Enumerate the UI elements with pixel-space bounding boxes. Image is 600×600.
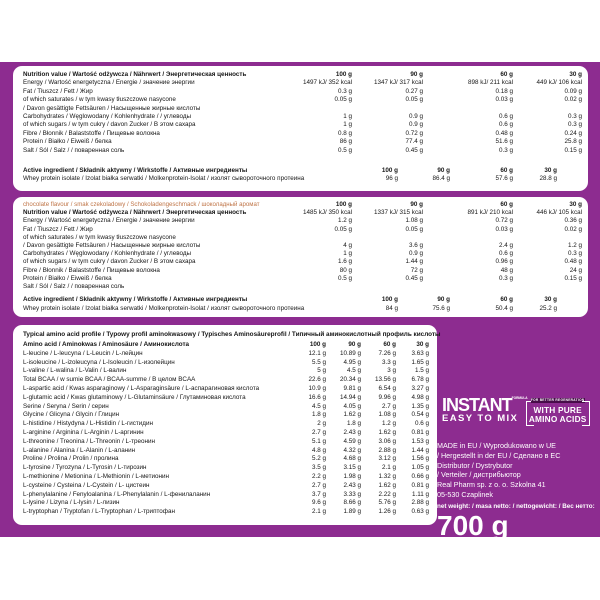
- amino-acid-label: L-valine / L-walina / L-Valin / L-валин: [23, 367, 127, 375]
- column-header-30g: 30 g: [569, 201, 582, 208]
- value-60g: 50.4 g: [495, 304, 513, 312]
- active-ingredient-label: Whey protein isolate / Izolat białka serwatki / Molkenprotein-Isolat / изолят сывороточного протеина: [23, 175, 305, 183]
- active-ingredient-header-row: [23, 296, 582, 304]
- value-90g: 1.8 g: [346, 420, 361, 428]
- amino-acid-label: L-threonine / Treonina / L-Threonin / L-треонин: [23, 437, 156, 445]
- value-90g: 3.15 g: [343, 464, 361, 472]
- amino-acid-row: [23, 447, 429, 456]
- value-100g: 0.05 g: [334, 225, 352, 233]
- value-90g: 8.66 g: [343, 499, 361, 507]
- amino-acid-header: Amino acid / Aminokwas / Aminosäure / Аминокислота: [23, 341, 190, 348]
- value-100g: 2 g: [317, 420, 326, 428]
- value-60g: [423, 105, 513, 113]
- address-line: 05-530 Czaplinek: [437, 489, 493, 499]
- value-90g: 0.45 g: [405, 274, 423, 282]
- value-90g: 77.4 g: [405, 138, 423, 146]
- value-30g: 1.11 g: [411, 490, 429, 498]
- value-30g: 0.6 g: [414, 420, 429, 428]
- value-90g: 20.34 g: [339, 376, 361, 384]
- nutrition-row: [23, 275, 582, 283]
- whey-protein-row: [23, 305, 582, 313]
- column-header-30g: 30 g: [544, 167, 557, 175]
- value-100g: [280, 234, 352, 242]
- value-90g: 1.08 g: [405, 217, 423, 225]
- value-90g: 1337 kJ/ 315 kcal: [373, 209, 423, 217]
- nutrient-label: of which saturates / w tym kwasy tłuszczowe nasycone: [23, 233, 176, 241]
- nutrient-label: / Davon gesättigte Fettsäuren / Насыщенные жирные кислоты: [23, 104, 201, 112]
- value-100g: 1485 kJ/ 350 kcal: [302, 209, 352, 217]
- amino-acid-label: L-alanine / Alanina / L-Alanin / L-аланин: [23, 446, 136, 454]
- value-30g: 1.05 g: [411, 464, 429, 472]
- value-60g: 1.62 g: [378, 481, 396, 489]
- value-30g: 0.15 g: [564, 146, 582, 154]
- value-100g: 86 g: [339, 138, 352, 146]
- amino-acid-label: Glycine / Glicyna / Glycin / Глицин: [23, 411, 120, 419]
- nutrient-label: Fibre / Błonnik / Balaststoffe / Пищевые волокна: [23, 129, 160, 137]
- amino-acid-label: Serine / Seryna / Serin / серин: [23, 402, 109, 410]
- nutrition-row: [23, 113, 582, 121]
- column-header-30g: 30 g: [544, 296, 557, 304]
- value-30g: 1.35 g: [411, 402, 429, 410]
- value-100g: 2.1 g: [311, 508, 326, 516]
- amino-acid-label: Total BCAA / w sumie BCAA / BCAA-summe / В целом BCAA: [23, 376, 196, 384]
- value-90g: 1.98 g: [343, 472, 361, 480]
- value-90g: [352, 234, 423, 242]
- nutrition-table-chocolate: [13, 197, 588, 317]
- value-100g: 3.7 g: [311, 490, 326, 498]
- amino-acid-row: [23, 455, 429, 464]
- column-header-60g: 60 g: [500, 167, 513, 175]
- badge-line-1: WITH PURE: [533, 405, 582, 415]
- column-header-90g: 90 g: [437, 296, 450, 304]
- active-ingredient-header-row: [23, 167, 582, 175]
- amino-acid-table: [13, 325, 441, 525]
- value-90g: 4.59 g: [343, 437, 361, 445]
- value-30g: 0.15 g: [564, 274, 582, 282]
- nutrient-label: Salt / Sól / Salz / / поваренная соль: [23, 283, 125, 291]
- nutrition-row: [23, 283, 582, 291]
- value-30g: 24 g: [569, 266, 582, 274]
- value-90g: 2.43 g: [343, 428, 361, 436]
- net-weight-value: 700 g: [437, 509, 509, 541]
- nutrient-label: Energy / Wartość energetyczna / Energie / значение энергии: [23, 217, 195, 225]
- value-90g: 4.68 g: [343, 455, 361, 463]
- value-60g: 1.62 g: [378, 428, 396, 436]
- active-ingredient-rows: [23, 175, 582, 183]
- with-pure-amino-acids-badge: [526, 399, 590, 426]
- amino-acid-row: [23, 491, 429, 500]
- value-30g: 1.2 g: [567, 242, 582, 250]
- nutrition-row: [23, 138, 582, 146]
- nutrition-row: [23, 147, 582, 155]
- value-30g: 0.66 g: [411, 472, 429, 480]
- nutrition-row: [23, 96, 582, 104]
- value-90g: [352, 283, 423, 291]
- amino-acid-label: Proline / Prolina / Prolin / пролина: [23, 455, 119, 463]
- value-100g: 0.3 g: [337, 87, 352, 95]
- amino-acid-label: L-tyrosine / Tyrozyna / L-Tyrosin / L-тирозин: [23, 464, 147, 472]
- amino-acid-row: [23, 376, 429, 385]
- value-30g: 3.27 g: [411, 384, 429, 392]
- column-header-90g: 90 g: [437, 167, 450, 175]
- value-100g: 0.8 g: [337, 129, 352, 137]
- nutrition-table-plain: [13, 66, 588, 191]
- value-90g: 0.72 g: [405, 129, 423, 137]
- nutrient-label: Energy / Wartość energetyczna / Energie / значение энергии: [23, 79, 195, 87]
- nutrition-row: [23, 130, 582, 138]
- value-90g: 9.81 g: [343, 384, 361, 392]
- column-header-30g: 30 g: [569, 71, 582, 78]
- value-60g: 3.3 g: [381, 358, 396, 366]
- value-90g: [352, 105, 423, 113]
- nutrient-label: Protein / Białko / Eiweiß / белка: [23, 274, 112, 282]
- nutrient-label: of which sugars / w tym cukry / davon Zucker / В этом сахара: [23, 258, 196, 266]
- nutrition-header-row: [23, 71, 582, 79]
- amino-acid-row: [23, 429, 429, 438]
- chocolate-flavour-row: [23, 201, 582, 209]
- value-60g: 0.3 g: [498, 146, 513, 154]
- value-60g: 3 g: [387, 367, 396, 375]
- value-100g: [280, 105, 352, 113]
- address-line: / Verteiler / дистрибьютор: [437, 470, 521, 480]
- value-30g: [513, 105, 582, 113]
- value-60g: 3.12 g: [378, 455, 396, 463]
- value-30g: 0.3 g: [567, 121, 582, 129]
- nutrition-row: [23, 105, 582, 113]
- value-30g: 0.09 g: [564, 87, 582, 95]
- value-90g: 14.94 g: [339, 393, 361, 401]
- value-60g: 2.88 g: [378, 446, 396, 454]
- nutrient-label: Carbohydrates / Węglowodany / Kohlenhydrate / / углеводы: [23, 113, 192, 121]
- value-30g: 0.48 g: [564, 258, 582, 266]
- value-60g: 2.7 g: [381, 402, 396, 410]
- value-100g: 1.8 g: [311, 411, 326, 419]
- column-header-100g: 100 g: [335, 71, 352, 78]
- value-90g: 1.62 g: [343, 411, 361, 419]
- amino-acid-row: [23, 403, 429, 412]
- value-30g: 0.02 g: [564, 225, 582, 233]
- value-30g: 0.3 g: [567, 250, 582, 258]
- active-ingredient-header: Active ingredient / Składnik aktywny / Wirkstoffe / Активные ингредиенты: [23, 296, 248, 304]
- nutrition-header-label: Nutrition value / Wartość odżywcza / Nährwert / Энергетическая ценность: [23, 71, 247, 78]
- nutrient-label: / Davon gesättigte Fettsäuren / Насыщенные жирные кислоты: [23, 242, 201, 250]
- value-30g: 28.8 g: [539, 175, 557, 183]
- nutrient-label: Protein / Białko / Eiweiß / белка: [23, 138, 112, 146]
- active-ingredient-rows: [23, 305, 582, 313]
- amino-acid-label: L-leucine / L-leucyna / L-Leucin / L-лейцин: [23, 349, 143, 357]
- value-90g: 4.95 g: [343, 358, 361, 366]
- value-100g: 3.5 g: [311, 464, 326, 472]
- address-line: MADE in EU / Wyprodukowano w UE: [437, 441, 556, 450]
- value-90g: 2.43 g: [343, 481, 361, 489]
- value-30g: 0.63 g: [411, 508, 429, 516]
- value-60g: 7.26 g: [378, 349, 396, 357]
- amino-acid-label: L-cysteine / Cysteina / L-Cystein / L- цистеин: [23, 481, 150, 489]
- amino-acid-row: [23, 420, 429, 429]
- nutrient-label: of which sugars / w tym cukry / davon Zucker / В этом сахара: [23, 121, 196, 129]
- address-line: Distributor / Dystrybutor: [437, 460, 513, 470]
- value-60g: 898 kJ/ 211 kcal: [467, 79, 513, 87]
- value-60g: 0.48 g: [495, 129, 513, 137]
- value-60g: [423, 234, 513, 242]
- amino-acid-row: [23, 367, 429, 376]
- value-100g: 1 g: [343, 121, 352, 129]
- value-30g: 0.24 g: [564, 129, 582, 137]
- value-90g: 75.6 g: [432, 304, 450, 312]
- column-header-90g: 90 g: [410, 201, 423, 208]
- value-90g: 1347 kJ/ 317 kcal: [373, 79, 423, 87]
- value-30g: 446 kJ/ 105 kcal: [536, 209, 582, 217]
- value-60g: 13.56 g: [374, 376, 396, 384]
- value-90g: 0.27 g: [405, 87, 423, 95]
- value-30g: 0.81 g: [411, 428, 429, 436]
- column-header-60g: 60 g: [500, 201, 513, 208]
- value-90g: 0.45 g: [405, 146, 423, 154]
- amino-acid-row: [23, 464, 429, 473]
- amino-acid-label: L-glutamic acid / Kwas glutaminowy / L-Glutaminsäure / Глутаминовая кислота: [23, 393, 246, 401]
- value-60g: 9.96 g: [378, 393, 396, 401]
- column-header-60g: 60 g: [500, 296, 513, 304]
- value-60g: 6.54 g: [378, 384, 396, 392]
- value-90g: 10.89 g: [339, 349, 361, 357]
- nutrient-label: Nutrition value / Wartość odżywcza / Nährwert / Энергетическая ценность: [23, 209, 247, 217]
- column-header-100g: 100 g: [381, 296, 398, 304]
- amino-acid-row: [23, 411, 429, 420]
- whey-protein-row: [23, 175, 582, 183]
- value-100g: 1 g: [343, 113, 352, 121]
- address-line: Real Pharm sp. z o. o. Szkolna 41: [437, 480, 546, 490]
- value-30g: 4.98 g: [411, 393, 429, 401]
- value-100g: 2.2 g: [311, 472, 326, 480]
- value-100g: 12.1 g: [308, 349, 326, 357]
- value-100g: 0.05 g: [334, 96, 352, 104]
- amino-acid-table-title: Typical amino acid profile / Typowy profil aminokwasowy / Typisches Aminosäureprofil / Типичный аминокислотный профиль кислоты: [23, 331, 441, 338]
- amino-acid-label: L-methionine / Metionina / L-Methionin / L-метионин: [23, 472, 169, 480]
- value-100g: 4.8 g: [311, 446, 326, 454]
- value-30g: [513, 234, 582, 242]
- nutrition-row: [23, 258, 582, 266]
- value-60g: 0.03 g: [495, 96, 513, 104]
- amino-acid-row: [23, 350, 429, 359]
- formula-small-text: FORMULA: [511, 396, 528, 400]
- active-ingredient-label: Whey protein isolate / Izolat białka serwatki / Molkenprotein-Isolat / изолят сывороточного протеина: [23, 304, 305, 312]
- amino-acid-row: [23, 482, 429, 491]
- column-header-100g: 100 g: [335, 201, 352, 208]
- nutrient-label: Fat / Tłuszcz / Fett / Жир: [23, 225, 93, 233]
- value-100g: 1 g: [343, 250, 352, 258]
- value-100g: 5.1 g: [311, 437, 326, 445]
- value-100g: 10.9 g: [308, 384, 326, 392]
- value-100g: 22.6 g: [308, 376, 326, 384]
- value-100g: 84 g: [385, 304, 398, 312]
- for-better-regeneration-banner: FOR BETTER REGENERATION: [530, 398, 585, 402]
- amino-acid-header-row: [23, 341, 429, 350]
- value-30g: 0.02 g: [564, 96, 582, 104]
- amino-acid-label: L-histidine / Histydyna / L-Histidin / L-гистидин: [23, 420, 153, 428]
- value-90g: 4.05 g: [343, 402, 361, 410]
- column-header-60g: 60 g: [500, 71, 513, 78]
- value-30g: 0.54 g: [411, 411, 429, 419]
- amino-acid-row: [23, 359, 429, 368]
- nutrient-label: of which saturates / w tym kwasy tłuszczowe nasycone: [23, 96, 176, 104]
- value-90g: 0.05 g: [405, 225, 423, 233]
- value-90g: 0.05 g: [405, 96, 423, 104]
- value-60g: 2.1 g: [381, 464, 396, 472]
- value-100g: 0.5 g: [337, 146, 352, 154]
- value-60g: 0.6 g: [498, 250, 513, 258]
- value-30g: 449 kJ/ 106 kcal: [536, 79, 582, 87]
- nutrition-row: [23, 250, 582, 258]
- amino-acid-row: [23, 473, 429, 482]
- value-60g: 51.6 g: [495, 138, 513, 146]
- value-60g: 2.4 g: [498, 242, 513, 250]
- value-90g: 1.44 g: [405, 258, 423, 266]
- amino-acid-row: [23, 508, 429, 517]
- value-60g: 0.96 g: [495, 258, 513, 266]
- value-90g: 4.32 g: [343, 446, 361, 454]
- amino-acid-label: L-isoleucine / L-izoleucyna / L-Isoleucin / L-изолейцин: [23, 358, 175, 366]
- instant-easy-to-mix-logo: [437, 397, 598, 429]
- nutrition-row: [23, 234, 582, 242]
- value-100g: 4 g: [343, 242, 352, 250]
- column-header-100g: 100 g: [309, 341, 326, 348]
- value-30g: [513, 283, 582, 291]
- column-header-100g: 100 g: [381, 167, 398, 175]
- value-100g: 4.5 g: [311, 402, 326, 410]
- value-100g: 5 g: [317, 367, 326, 375]
- value-90g: 3.6 g: [408, 242, 423, 250]
- value-60g: 0.6 g: [498, 113, 513, 121]
- amino-acid-label: L-arginine / Arginina / L-Arginin / L-аргинин: [23, 428, 144, 436]
- value-60g: 891 kJ/ 210 kcal: [467, 209, 513, 217]
- value-100g: 80 g: [339, 266, 352, 274]
- value-60g: 1.08 g: [378, 411, 396, 419]
- nutrition-row: [23, 242, 582, 250]
- value-90g: 3.33 g: [343, 490, 361, 498]
- amino-acid-row: [23, 499, 429, 508]
- nutrition-rows: [23, 79, 582, 155]
- value-100g: 9.6 g: [311, 499, 326, 507]
- value-90g: 0.9 g: [408, 121, 423, 129]
- value-90g: 0.9 g: [408, 113, 423, 121]
- amino-acid-label: L-lysine / Lizyna / L-lysin / L-лизин: [23, 499, 120, 507]
- chocolate-flavour-note: chocolate flavour / smak czekoladowy / Schokoladengeschmack / шоколадный аромат: [23, 201, 260, 208]
- column-header-60g: 60 g: [383, 341, 396, 348]
- value-60g: 1.26 g: [378, 508, 396, 516]
- value-100g: 16.6 g: [308, 393, 326, 401]
- value-30g: 1.65 g: [411, 358, 429, 366]
- value-30g: 1.53 g: [411, 437, 429, 445]
- value-100g: 1497 kJ/ 352 kcal: [302, 79, 352, 87]
- nutrition-row: [23, 209, 582, 217]
- column-header-30g: 30 g: [416, 341, 429, 348]
- nutrient-label: Fibre / Błonnik / Balaststoffe / Пищевые волокна: [23, 266, 160, 274]
- amino-acid-rows: [23, 350, 429, 517]
- value-60g: 0.72 g: [495, 217, 513, 225]
- value-100g: 1.2 g: [337, 217, 352, 225]
- value-90g: 86.4 g: [432, 175, 450, 183]
- value-30g: 2.88 g: [411, 499, 429, 507]
- amino-acid-row: [23, 385, 429, 394]
- nutrition-row: [23, 267, 582, 275]
- value-60g: 3.06 g: [378, 437, 396, 445]
- label-side-info: [437, 397, 598, 540]
- nutrient-label: Fat / Tłuszcz / Fett / Жир: [23, 87, 93, 95]
- value-30g: 0.36 g: [564, 217, 582, 225]
- value-100g: 2.7 g: [311, 428, 326, 436]
- nutrient-label: Carbohydrates / Węglowodany / Kohlenhydrate / / углеводы: [23, 250, 192, 258]
- value-60g: 0.03 g: [495, 225, 513, 233]
- value-30g: 25.8 g: [564, 138, 582, 146]
- value-30g: 6.78 g: [411, 376, 429, 384]
- value-90g: 1.89 g: [343, 508, 361, 516]
- value-30g: 25.2 g: [539, 304, 557, 312]
- nutrition-row: [23, 79, 582, 87]
- nutrient-label: Salt / Sól / Salz / / поваренная соль: [23, 146, 125, 154]
- value-30g: 1.56 g: [411, 455, 429, 463]
- value-100g: 2.7 g: [311, 481, 326, 489]
- value-30g: 3.63 g: [411, 349, 429, 357]
- column-header-90g: 90 g: [410, 71, 423, 78]
- instant-logo-text: [442, 395, 528, 424]
- column-header-90g: 90 g: [348, 341, 361, 348]
- nutrition-row: [23, 217, 582, 225]
- value-60g: 1.2 g: [381, 420, 396, 428]
- value-30g: 0.3 g: [567, 113, 582, 121]
- active-ingredient-header: Active ingredient / Składnik aktywny / Wirkstoffe / Активные ингредиенты: [23, 167, 248, 175]
- value-30g: 1.44 g: [411, 446, 429, 454]
- made-in-eu-address-block: [437, 441, 598, 500]
- value-100g: [280, 283, 352, 291]
- nutrition-rows: [23, 209, 582, 291]
- net-weight-label: net weight: / masa netto: / nettogewicht: / Вес нетто:: [437, 502, 595, 510]
- amino-acid-row: [23, 394, 429, 403]
- spacer: [23, 155, 582, 167]
- amino-acid-label: L-aspartic acid / Kwas asparaginowy / L-Asparaginsäure / L-аспарагиновая кислота: [23, 384, 260, 392]
- nutrition-row: [23, 88, 582, 96]
- value-60g: 1.32 g: [378, 472, 396, 480]
- value-60g: 0.6 g: [498, 121, 513, 129]
- value-100g: 0.5 g: [337, 274, 352, 282]
- easy-to-mix-text: EASY TO MIX: [442, 413, 519, 424]
- value-60g: 2.22 g: [378, 490, 396, 498]
- value-60g: 0.18 g: [495, 87, 513, 95]
- value-90g: 0.9 g: [408, 250, 423, 258]
- value-60g: 5.76 g: [378, 499, 396, 507]
- badge-line-2: AMINO ACIDS: [528, 413, 587, 424]
- instant-wordmark: INSTANTFORMULA: [442, 395, 528, 415]
- amino-acid-label: L-phenylalanine / Fenyloalanina / L-Phenylalanin / L-фенилаланин: [23, 490, 211, 498]
- amino-acid-row: [23, 438, 429, 447]
- value-60g: 48 g: [500, 266, 513, 274]
- value-100g: 5.2 g: [311, 455, 326, 463]
- value-90g: 72 g: [410, 266, 423, 274]
- address-line: / Hergestellt in der EU / Сделано в EC: [437, 450, 561, 460]
- amino-acid-label: L-tryptophan / Tryptofan / L-Tryptophan / L-триптофан: [23, 508, 175, 516]
- value-30g: 0.81 g: [411, 481, 429, 489]
- value-90g: 4.5 g: [346, 367, 361, 375]
- nutrition-row: [23, 121, 582, 129]
- value-60g: 0.3 g: [498, 274, 513, 282]
- value-100g: 96 g: [385, 175, 398, 183]
- value-100g: 5.5 g: [311, 358, 326, 366]
- value-60g: 57.6 g: [495, 175, 513, 183]
- nutrition-row: [23, 226, 582, 234]
- value-100g: 1.6 g: [337, 258, 352, 266]
- value-60g: [423, 283, 513, 291]
- value-30g: 1.5 g: [414, 367, 429, 375]
